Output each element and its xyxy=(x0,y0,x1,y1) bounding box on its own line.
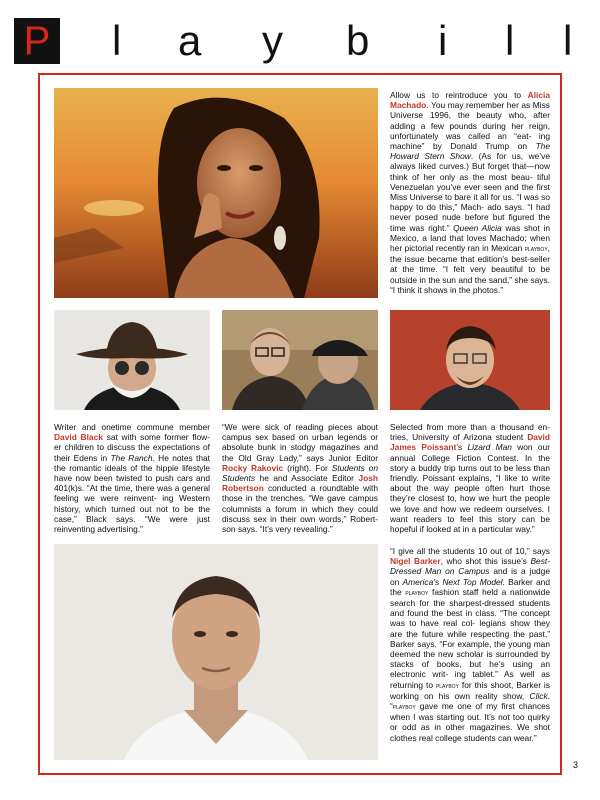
title-students-on-students: Students on Students xyxy=(222,462,378,484)
playboy-small-caps: playboy xyxy=(405,587,429,597)
title-lizard-man: Lizard Man xyxy=(467,442,512,453)
text-run: . “ xyxy=(390,690,550,712)
photo-david-james-poissant xyxy=(390,310,550,410)
name-nigel-barker: Nigel Barker xyxy=(390,556,441,567)
title-best-dressed-man-on-campus: Best-Dressed Man on Campus xyxy=(390,556,551,577)
text-run: he and Associate Editor xyxy=(255,473,359,484)
text-run: Allow us to reintroduce you to xyxy=(390,90,528,100)
masthead-letter: i xyxy=(438,17,448,64)
name-rocky-rakovic: Rocky Rakovic xyxy=(222,462,284,473)
masthead-letter: l xyxy=(112,17,122,64)
text-run: . Barker and the xyxy=(390,576,550,597)
text-rakovic-robertson xyxy=(222,422,378,544)
text-run: sat with some former flow- er children to discuss the expectations of their Edens in xyxy=(54,432,210,463)
title-the-ranch: The Ranch xyxy=(110,452,153,463)
title-americas-next-top-model: America’s Next Top Model xyxy=(402,576,503,587)
text-run: . He notes that the romantic ideals of the hippie lifestyle have now been twisted to push cars and 401(k)s. “At the time, there was a general feeling we were reinvent- ing Western history, which turned out not to be the case,” Black says. “We were just reinventing advertising.” xyxy=(54,452,210,535)
text-run: conducted a roundtable with those in the trenches. “We gave campus columnists a forum in which they could discuss sex in their own words,” Robert- son says. “It’s very revealing.” xyxy=(222,483,378,535)
text-run: ’s xyxy=(456,442,468,453)
text-run: gave me one of my first chances when I was starting out. It’s not too quirky or odd as in other magazines. We shot clothes real college students can wear.” xyxy=(390,701,550,743)
masthead-letter: l xyxy=(505,17,515,64)
photo-nigel-barker xyxy=(54,544,378,760)
text-run: fashion staff held a nationwide search for the sharpest-dressed students and found the best in class. “The concept was to have real col- legians show they are the future while respecting the past,” Barker says. “For example, the young man deemed the new scholar is surrounded by stacks of books, but he’s using an electronic writ- ing tablet.” As well as returning to xyxy=(390,586,550,690)
title-click: Click xyxy=(529,690,548,701)
text-run: was shot in Mexico, a land that loves Machado; when her pictorial recently ran in Mexican xyxy=(390,222,550,254)
masthead-letter: l xyxy=(563,17,573,64)
masthead-red-p-block xyxy=(14,18,60,64)
masthead-letter: b xyxy=(346,17,370,64)
text-run: , who shot this issue’s xyxy=(440,556,531,567)
text-run: “I give all the students 10 out of 10,” says xyxy=(390,546,550,556)
title-howard-stern-show: The Howard Stern Show xyxy=(390,141,550,162)
photo-rakovic-robertson xyxy=(222,310,378,410)
text-david-black xyxy=(54,422,210,544)
text-run: . You may remember her as Miss Universe 1996, the beauty who, after adding a few pounds during her reign, unfortunately was called an “eat- ing machine” by Donald Trump on xyxy=(390,100,550,152)
masthead-letter: y xyxy=(262,17,283,64)
masthead-first-letter: P xyxy=(23,19,51,63)
masthead-letter: a xyxy=(178,17,202,64)
title-queen-alicia: Queen Alicia xyxy=(453,222,502,233)
text-run: (right). For xyxy=(283,462,332,473)
masthead xyxy=(0,0,600,66)
text-nigel-barker xyxy=(390,546,550,753)
text-david-james-poissant xyxy=(390,422,550,544)
text-run: Writer and onetime commune member xyxy=(54,422,210,432)
text-run: for this shoot, Barker is working on his own reality show, xyxy=(390,679,550,701)
name-david-black: David Black xyxy=(54,432,103,443)
text-run: won our annual College Fiction Contest. In the story a buddy trip turns out to be less than friendly. Poissant explains, “I like to write about the way people often hurt those they’re closest to, how we hurt the people we love and how we redeem ourselves. I want readers to feel this story can be hopeful if looked at in a particular way.” xyxy=(390,442,551,535)
photo-alicia-machado xyxy=(54,88,378,298)
name-david-james-poissant: David James Poissant xyxy=(390,432,550,453)
photo-david-black xyxy=(54,310,210,410)
playboy-small-caps: playboy xyxy=(435,680,459,690)
text-run: “We were sick of reading pieces about campus sex based on urban legends or absolute bunk in stodgy magazines and the Old Gray Lady,” says Junior Editor xyxy=(222,422,378,463)
text-run: and is a judge on xyxy=(390,566,550,587)
page-number: 3 xyxy=(572,760,578,770)
playboy-small-caps: playboy xyxy=(524,244,548,254)
text-run: Selected from more than a thousand en- tries, University of Arizona student xyxy=(390,422,550,443)
text-alicia-machado xyxy=(390,90,550,305)
text-run: . (As for us, we’ve always liked curves.) But forget that—now think of her only as the most beau- tiful Venezuelan you’ve ever seen and the first Miss Universe to bare it all for us. “I was so happy to do this,” Mach- ado says. “I had never posed nude before but figured the time was right.” xyxy=(390,151,551,233)
name-alicia-machado: Alicia Machado xyxy=(390,90,550,111)
name-josh-robertson: Josh Robertson xyxy=(222,473,378,494)
text-run: , the issue became that edition’s best-seller at the time. “I felt very beautiful to be outside in the sun and the sand,” she says. “I think it shows in the photos.” xyxy=(390,243,550,295)
playboy-small-caps: playboy xyxy=(392,702,416,712)
